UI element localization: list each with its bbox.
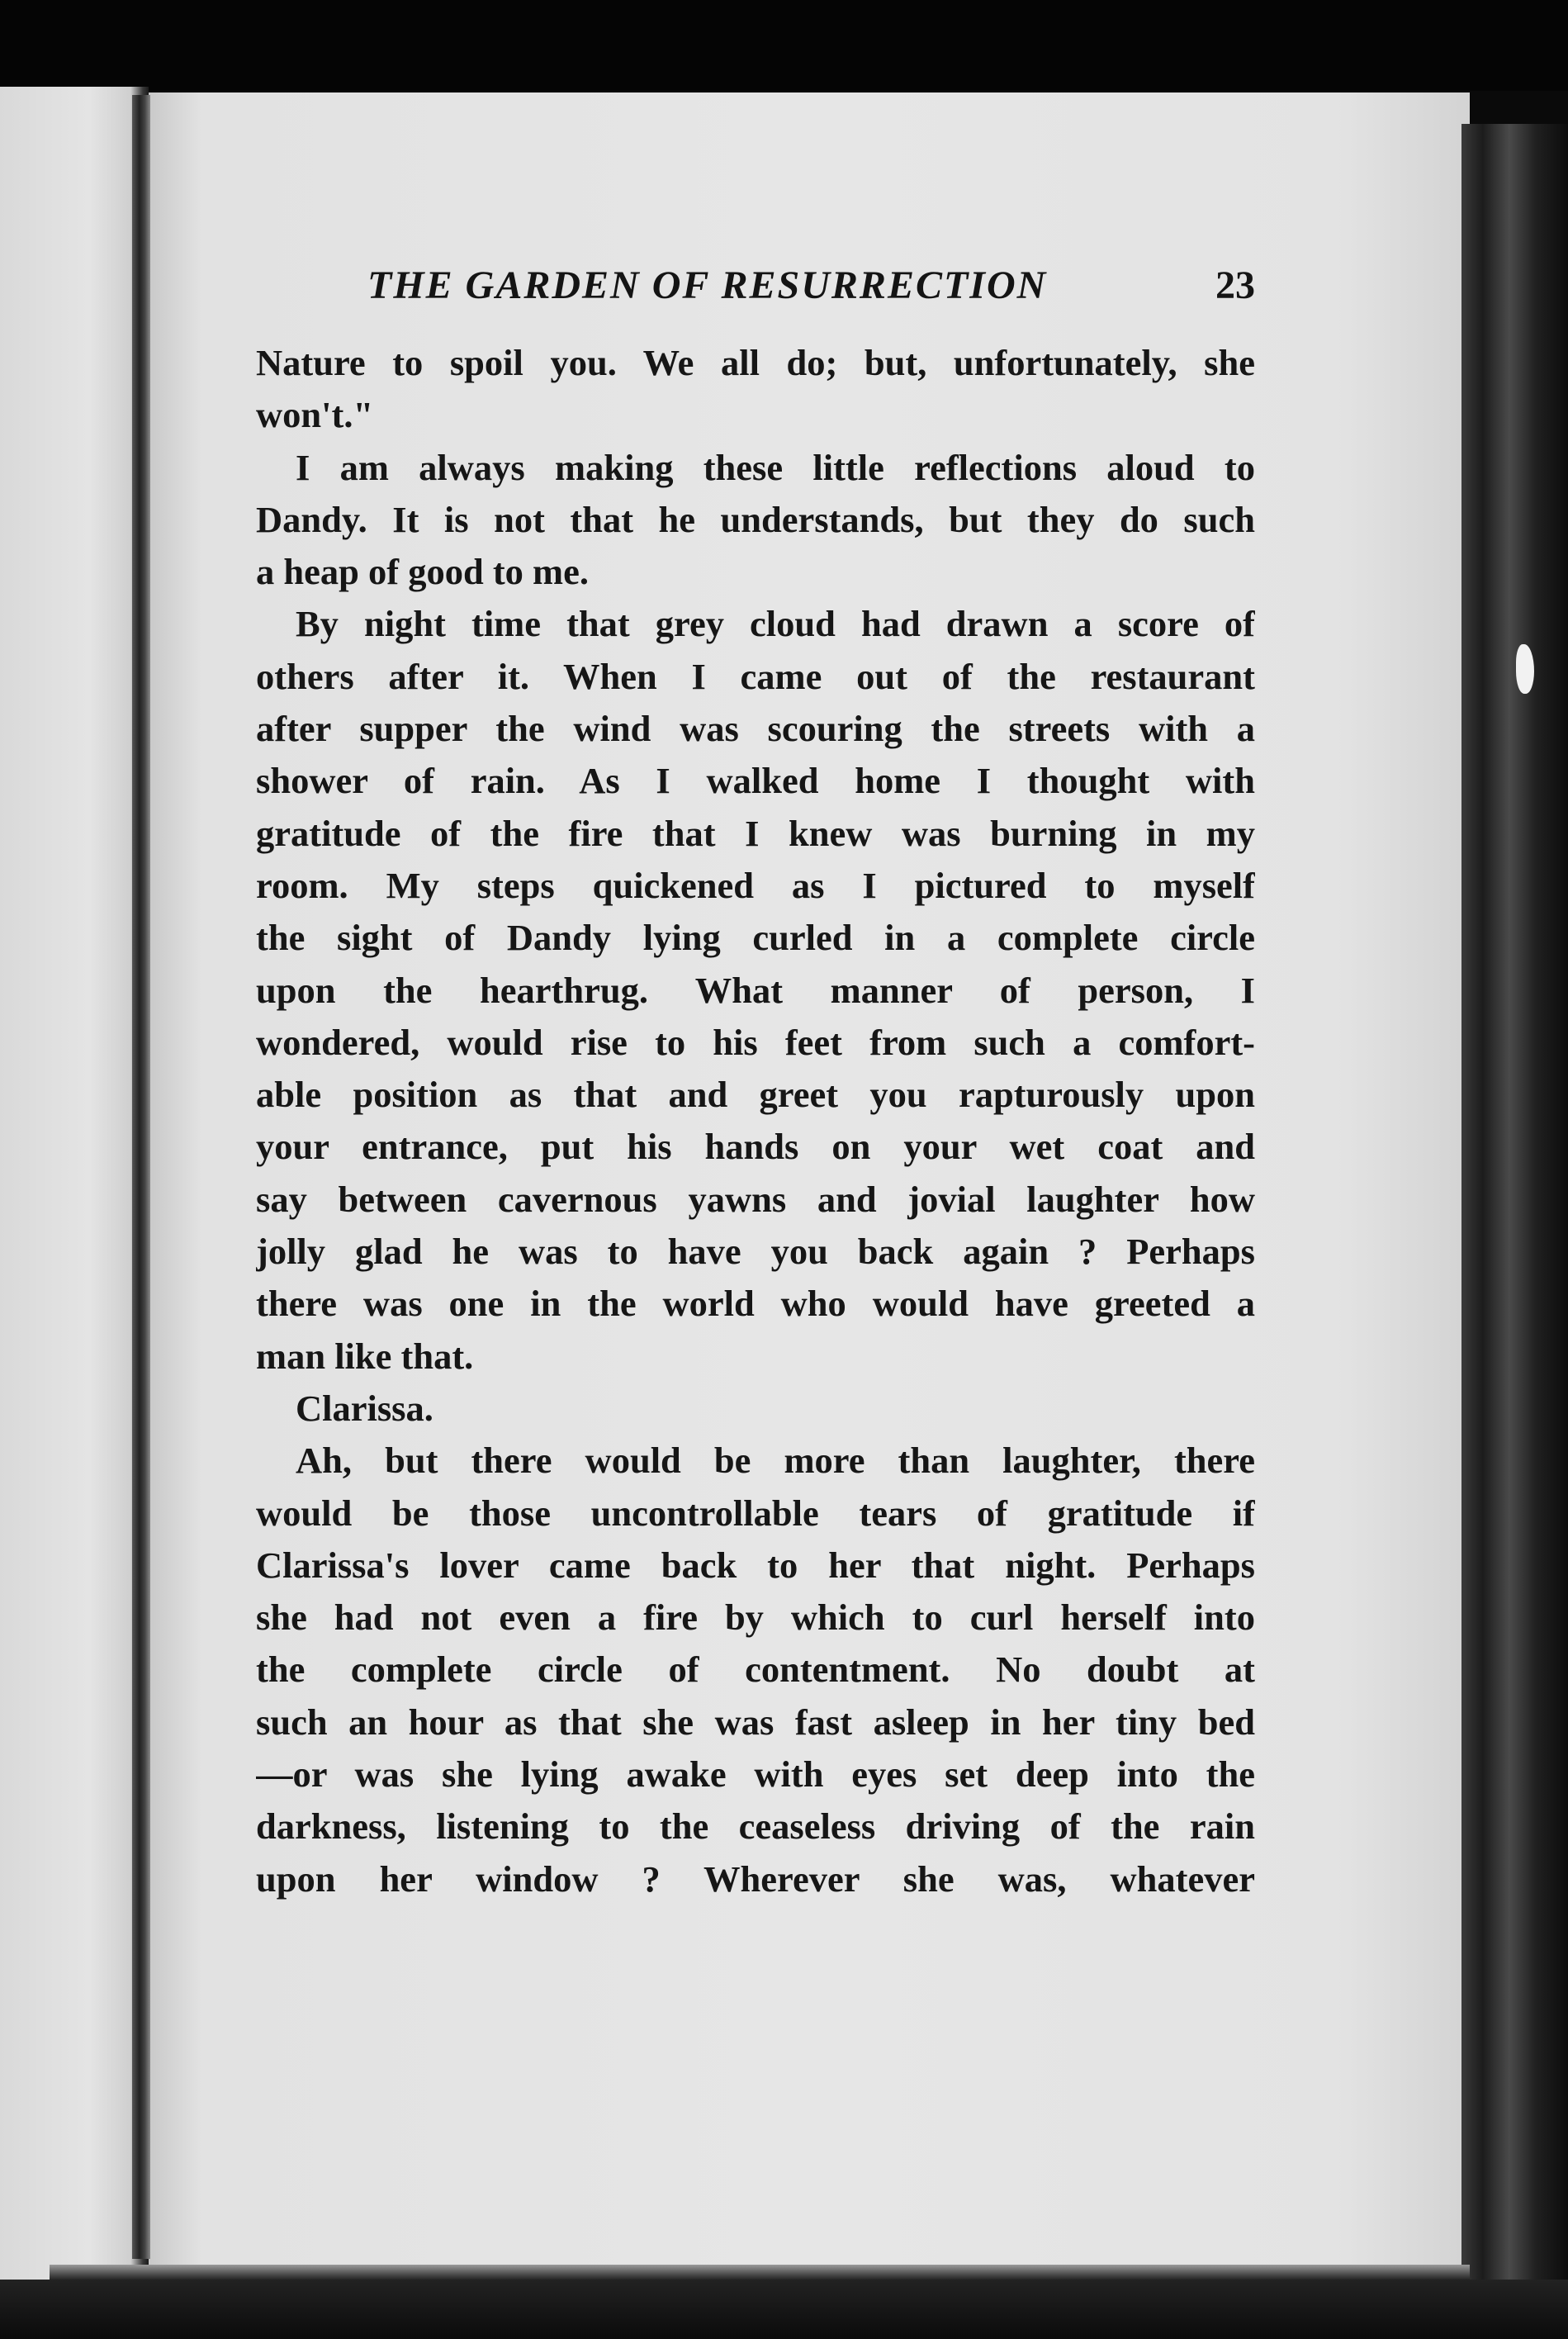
text-line: others after it. When I came out of the restaurant xyxy=(256,655,1255,697)
text-line: upon the hearthrug. What manner of person, I xyxy=(256,969,1255,1011)
text-line: Clarissa. xyxy=(296,1387,433,1429)
text-line: won't." xyxy=(256,394,374,436)
page-edge-right xyxy=(1461,124,1568,2304)
text-line: the sight of Dandy lying curled in a complete circle xyxy=(256,917,1255,959)
facing-page-edge xyxy=(0,87,149,2300)
text-line: jolly glad he was to have you back again ? Perhaps xyxy=(256,1231,1255,1273)
page-bottom-edge xyxy=(50,2265,1470,2281)
text-line: there was one in the world who would have greeted a xyxy=(256,1283,1255,1325)
running-title: THE GARDEN OF RESURRECTION xyxy=(367,263,1048,307)
text-line: wondered, would rise to his feet from such a comfort- xyxy=(256,1021,1255,1063)
text-line: Dandy. It is not that he understands, but they do such xyxy=(256,498,1255,540)
text-line: after supper the wind was scouring the streets with a xyxy=(256,708,1255,750)
text-line: such an hour as that she was fast asleep in her tiny bed xyxy=(256,1701,1255,1743)
text-line: room. My steps quickened as I pictured to myself xyxy=(256,864,1255,906)
text-line: say between cavernous yawns and jovial laughter how xyxy=(256,1178,1255,1220)
text-line: gratitude of the fire that I knew was burning in my xyxy=(256,812,1255,854)
text-line: Nature to spoil you. We all do; but, unfortunately, she xyxy=(256,342,1255,383)
text-line: would be those uncontrollable tears of gratitude if xyxy=(256,1492,1255,1534)
text-line: a heap of good to me. xyxy=(256,551,589,593)
text-line: man like that. xyxy=(256,1335,474,1377)
scan-bottom-border xyxy=(0,2280,1568,2339)
book-gutter xyxy=(132,95,150,2259)
text-line: darkness, listening to the ceaseless driving of the rain xyxy=(256,1805,1255,1848)
text-line: the complete circle of contentment. No doubt at xyxy=(256,1649,1255,1691)
text-line: By night time that grey cloud had drawn a score of xyxy=(296,603,1255,645)
text-line: Clarissa's lover came back to her that night. Perhaps xyxy=(256,1544,1255,1586)
running-head xyxy=(256,263,1255,312)
body-text xyxy=(256,337,1255,1905)
scan-top-border xyxy=(0,0,1568,91)
text-line: able position as that and greet you rapturously upon xyxy=(256,1074,1255,1116)
text-line: I am always making these little reflections aloud to xyxy=(296,446,1255,488)
text-line: shower of rain. As I walked home I thought with xyxy=(256,760,1255,802)
text-line: your entrance, put his hands on your wet coat and xyxy=(256,1126,1255,1168)
text-line: she had not even a fire by which to curl herself into xyxy=(256,1596,1255,1639)
text-line: Ah, but there would be more than laughter, there xyxy=(296,1440,1255,1482)
text-line: —or was she lying awake with eyes set deep into the xyxy=(256,1753,1255,1796)
text-line: upon her window ? Wherever she was, whatever xyxy=(256,1857,1255,1900)
page-number: 23 xyxy=(1215,263,1255,307)
